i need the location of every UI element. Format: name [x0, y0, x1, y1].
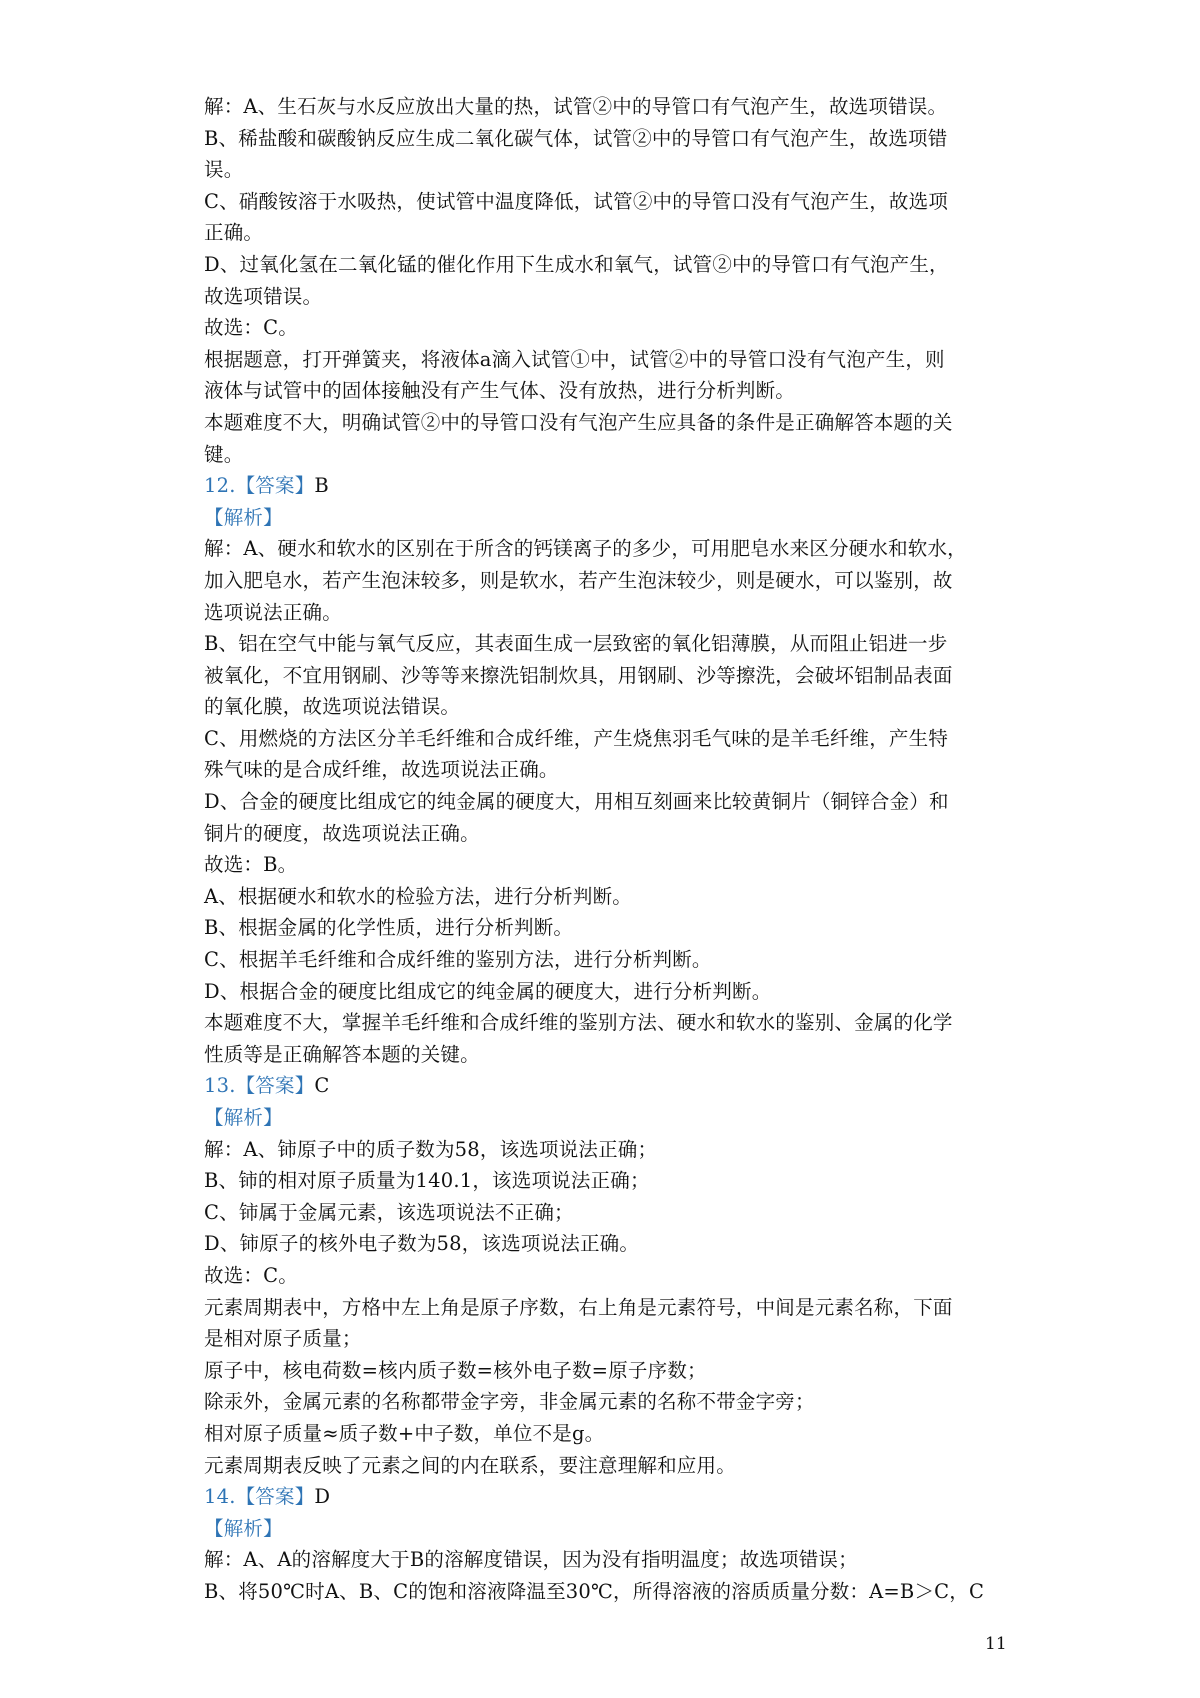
text-line: 故选项错误。 [204, 284, 323, 308]
analysis-heading: 【解析】 [204, 1106, 283, 1129]
text-line: 除汞外，金属元素的名称都带金字旁，非金属元素的名称不带金字旁； [204, 1390, 815, 1414]
text-line: 被氧化，不宜用钢刷、沙等等来擦洗铝制炊具，用钢刷、沙等擦洗，会破坏铝制品表面 [204, 663, 953, 687]
text-line: 正确。 [204, 221, 264, 245]
text-line: B、铝在空气中能与氧气反应，其表面生成一层致密的氧化铝薄膜，从而阻止铝进一步 [204, 632, 948, 656]
answer-heading [204, 470, 1004, 502]
answer-explanation-text [204, 91, 1004, 1608]
text-line: 故选：C。 [204, 1263, 298, 1287]
text-line: 加入肥皂水，若产生泡沫较多，则是软水，若产生泡沫较少，则是硬水，可以鉴别，故 [204, 568, 953, 592]
text-line: B、根据金属的化学性质，进行分析判断。 [204, 916, 574, 940]
text-line: B、将50℃时A、B、C的饱和溶液降温至30℃，所得溶液的溶质质量分数：A=B＞C，C [204, 1579, 985, 1603]
text-line: D、合金的硬度比组成它的纯金属的硬度大，用相互刻画来比较黄铜片（铜锌合金）和 [204, 790, 949, 814]
text-line: 误。 [204, 158, 244, 182]
text-line: 液体与试管中的固体接触没有产生气体、没有放热，进行分析判断。 [204, 379, 796, 403]
text-line: 选项说法正确。 [204, 600, 342, 624]
answer-choice: B [314, 474, 329, 498]
text-line: 殊气味的是合成纤维，故选项说法正确。 [204, 758, 559, 782]
text-line: 是相对原子质量； [204, 1327, 362, 1351]
text-line: 根据题意，打开弹簧夹，将液体a滴入试管①中，试管②中的导管口没有气泡产生，则 [204, 347, 945, 371]
text-line: 键。 [204, 442, 244, 466]
text-line: C、硝酸铵溶于水吸热，使试管中温度降低，试管②中的导管口没有气泡产生，故选项 [204, 189, 949, 213]
answer-label: 12.【答案】 [204, 474, 315, 498]
text-line: A、根据硬水和软水的检验方法，进行分析判断。 [204, 884, 632, 908]
text-line: 元素周期表反映了元素之间的内在联系，要注意理解和应用。 [204, 1453, 736, 1477]
text-line: 性质等是正确解答本题的关键。 [204, 1042, 480, 1066]
text-line: C、铈属于金属元素，该选项说法不正确； [204, 1200, 574, 1224]
text-line: B、铈的相对原子质量为140.1，该选项说法正确； [204, 1169, 650, 1193]
page-number: 11 [985, 1634, 1007, 1654]
text-line: 解：A、铈原子中的质子数为58，该选项说法正确； [204, 1137, 658, 1161]
text-line: 解：A、生石灰与水反应放出大量的热，试管②中的导管口有气泡产生，故选项错误。 [204, 95, 948, 118]
text-line: 相对原子质量≈质子数+中子数，单位不是g。 [204, 1421, 605, 1445]
answer-label: 14.【答案】 [204, 1485, 315, 1509]
text-line: 本题难度不大，明确试管②中的导管口没有气泡产生应具备的条件是正确解答本题的关 [204, 410, 953, 434]
text-line: B、稀盐酸和碳酸钠反应生成二氧化碳气体，试管②中的导管口有气泡产生，故选项错 [204, 126, 948, 150]
text-line: C、根据羊毛纤维和合成纤维的鉴别方法，进行分析判断。 [204, 948, 712, 972]
text-line: D、根据合金的硬度比组成它的纯金属的硬度大，进行分析判断。 [204, 979, 772, 1003]
answer-heading [204, 1481, 1004, 1513]
answer-label: 13.【答案】 [204, 1074, 315, 1098]
text-line: 解：A、A的溶解度大于B的溶解度错误，因为没有指明温度；故选项错误； [204, 1548, 858, 1572]
text-line: 元素周期表中，方格中左上角是原子序数，右上角是元素符号，中间是元素名称，下面 [204, 1295, 953, 1319]
text-line: 故选：C。 [204, 316, 298, 340]
text-line: D、铈原子的核外电子数为58，该选项说法正确。 [204, 1232, 640, 1256]
text-line: 本题难度不大，掌握羊毛纤维和合成纤维的鉴别方法、硬水和软水的鉴别、金属的化学 [204, 1011, 953, 1035]
text-line: 铜片的硬度，故选项说法正确。 [204, 821, 480, 845]
analysis-heading: 【解析】 [204, 505, 283, 529]
text-line: C、用燃烧的方法区分羊毛纤维和合成纤维，产生烧焦羽毛气味的是羊毛纤维，产生特 [204, 726, 949, 750]
answer-choice: D [314, 1485, 331, 1509]
text-line: D、过氧化氢在二氧化锰的催化作用下生成水和氧气，试管②中的导管口有气泡产生， [204, 252, 949, 276]
text-line: 的氧化膜，故选项说法错误。 [204, 695, 461, 719]
text-line: 解：A、硬水和软水的区别在于所含的钙镁离子的多少，可用肥皂水来区分硬水和软水， [204, 537, 967, 561]
text-line: 原子中，核电荷数=核内质子数=核外电子数=原子序数； [204, 1358, 707, 1382]
analysis-heading: 【解析】 [204, 1516, 283, 1540]
answer-choice: C [314, 1074, 330, 1098]
text-line: 故选：B。 [204, 853, 298, 877]
answer-heading [204, 1070, 1004, 1102]
